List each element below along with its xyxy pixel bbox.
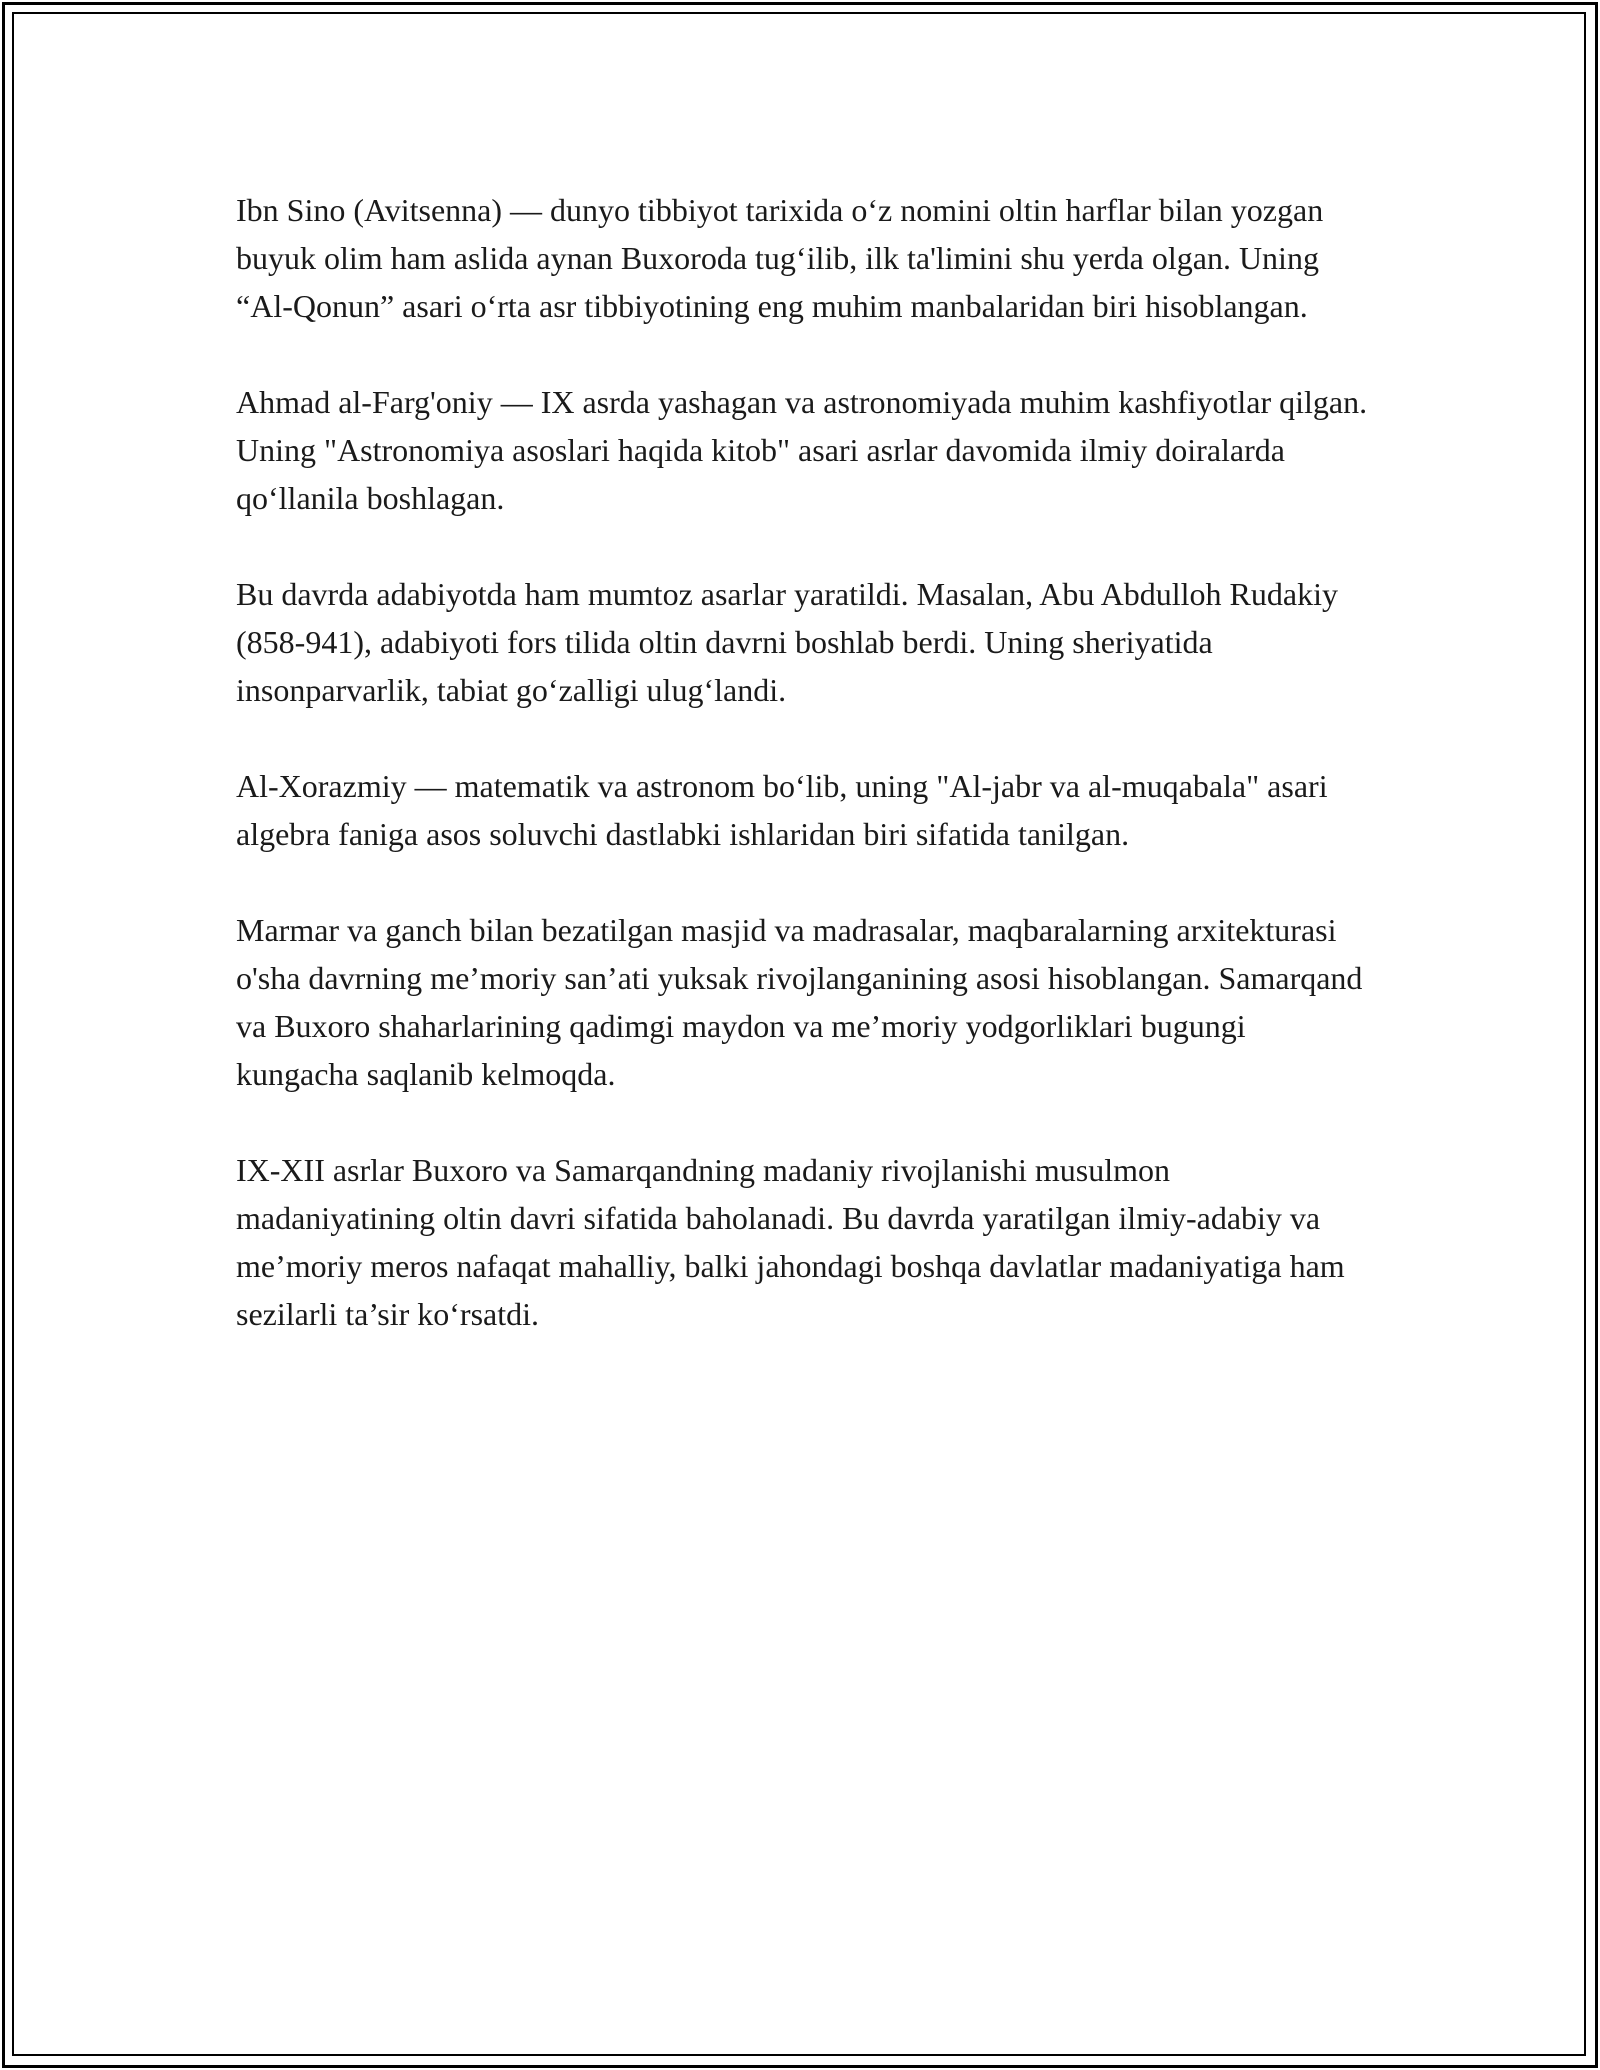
paragraph-ibn-sino: Ibn Sino (Avitsenna) — dunyo tibbiyot tarixida o‘z nomini oltin harflar bilan yozgan buyuk olim ham aslida aynan Buxoroda tug‘ilib, ilk ta'limini shu yerda olgan. Uning “Al-Qonun” asari o‘rta asr tibbiyotining eng muhim manbalaridan biri hisoblangan. <box>236 192 1324 324</box>
paragraph-al-xorazmiy: Al-Xorazmiy — matematik va astronom bo‘lib, uning "Al-jabr va al-muqabala" asari algebra faniga asos soluvchi dastlabki ishlaridan biri sifatida tanilgan. <box>236 768 1328 852</box>
paragraph-al-fargoniy: Ahmad al-Farg'oniy — IX asrda yashagan va astronomiyada muhim kashfiyotlar qilgan. Uning "Astronomiya asoslari haqida kitob" asari asrlar davomida ilmiy doiralarda qo‘llanila boshlagan. <box>236 384 1368 516</box>
paragraph-rudakiy: Bu davrda adabiyotda ham mumtoz asarlar yaratildi. Masalan, Abu Abdulloh Rudakiy (858-941), adabiyoti fors tilida oltin davrni boshlab berdi. Uning sheriyatida insonparvarlik, tabiat go‘zalligi ulug‘landi. <box>236 576 1338 708</box>
document-body <box>236 186 1376 1386</box>
paragraph-golden-age: IX-XII asrlar Buxoro va Samarqandning madaniy rivojlanishi musulmon madaniyatining oltin davri sifatida baholanadi. Bu davrda yaratilgan ilmiy-adabiy va me’moriy meros nafaqat mahalliy, balki jahondagi boshqa davlatlar madaniyatiga ham sezilarli ta’sir ko‘rsatdi. <box>236 1152 1345 1332</box>
paragraph-architecture: Marmar va ganch bilan bezatilgan masjid va madrasalar, maqbaralarning arxitekturasi o'sha davrning me’moriy san’ati yuksak rivojlanganining asosi hisoblangan. Samarqand va Buxoro shaharlarining qadimgi maydon va me’moriy yodgorliklari bugungi kungacha saqlanib kelmoqda. <box>236 912 1363 1092</box>
